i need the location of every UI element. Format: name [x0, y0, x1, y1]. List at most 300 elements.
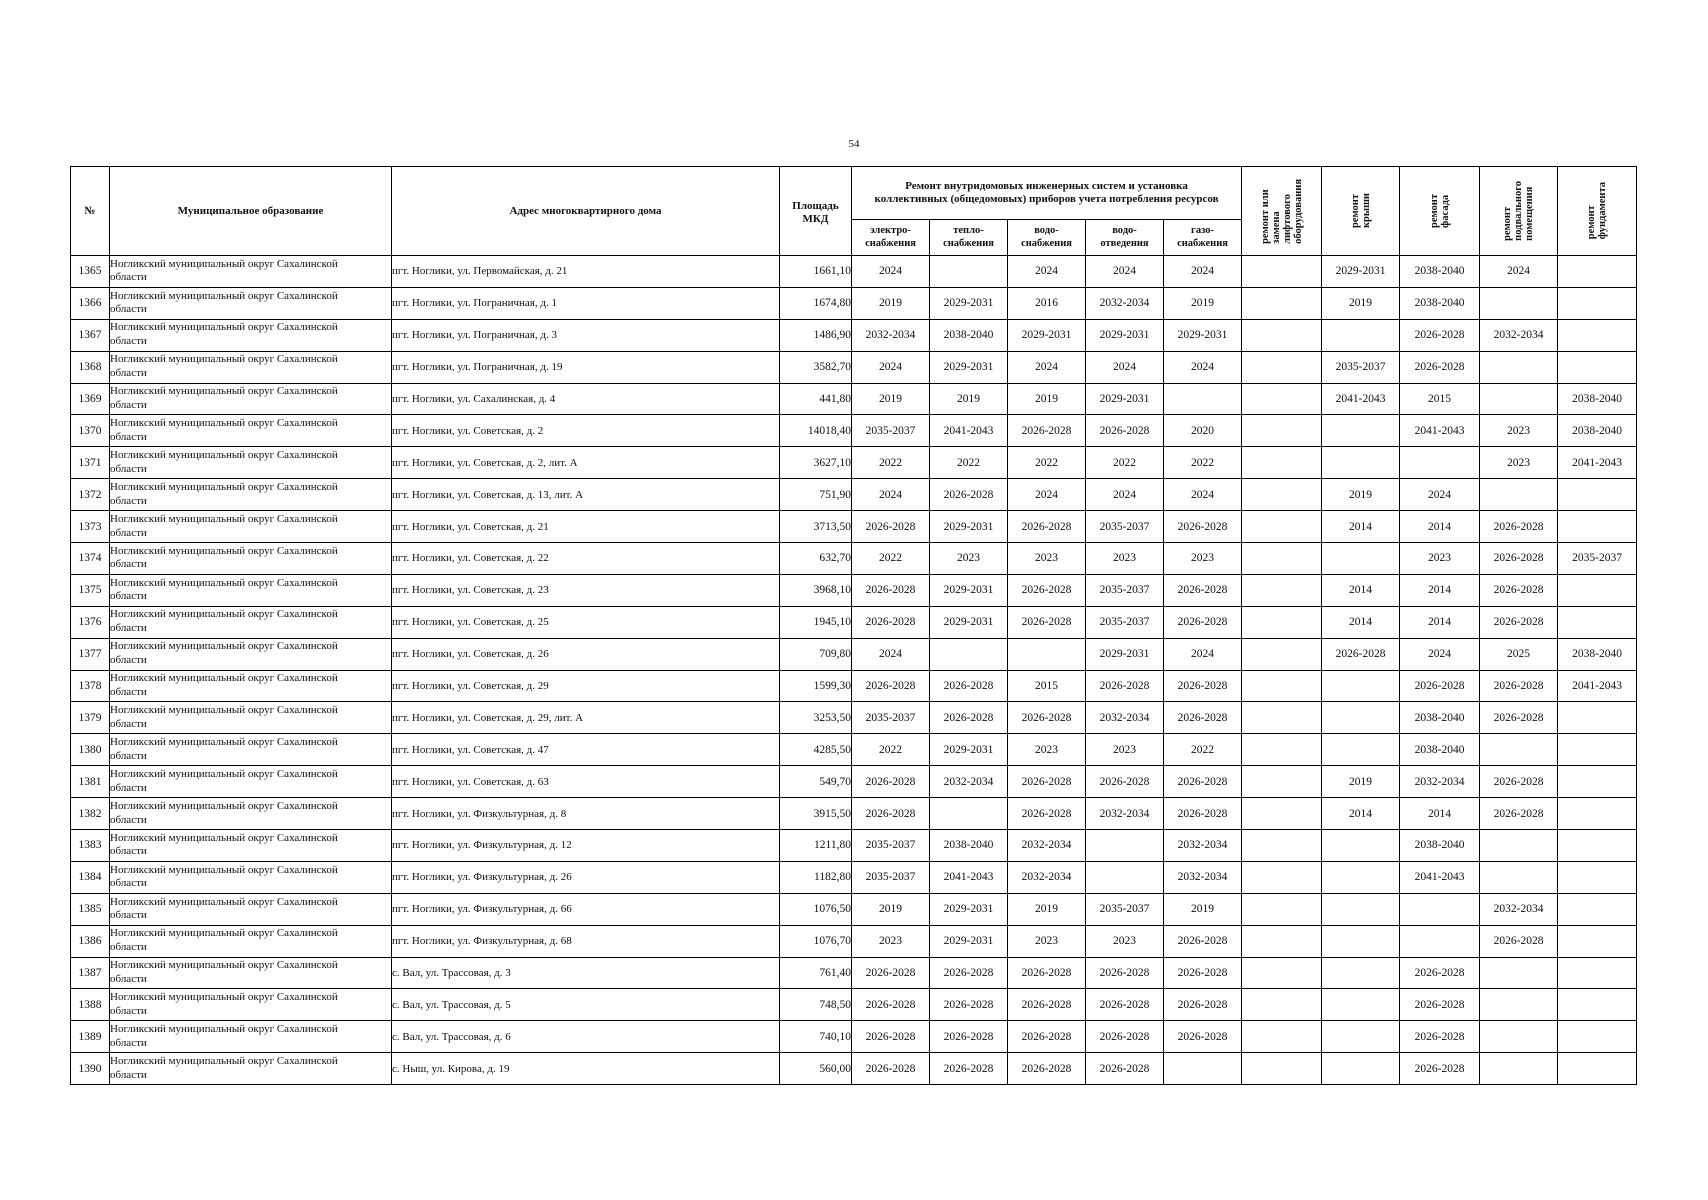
row-water: 2026-2028 — [1008, 702, 1086, 734]
row-foundation — [1558, 479, 1637, 511]
row-foundation — [1558, 1021, 1637, 1053]
row-basement: 2026-2028 — [1480, 766, 1558, 798]
row-number: 1368 — [71, 351, 110, 383]
table-row — [71, 383, 1637, 415]
row-facade: 2026-2028 — [1400, 319, 1480, 351]
row-foundation — [1558, 606, 1637, 638]
row-electro: 2023 — [852, 925, 930, 957]
row-heat — [930, 798, 1008, 830]
row-municipality: Ногликский муниципальный округ Сахалинской области — [110, 1021, 392, 1053]
row-roof — [1322, 702, 1400, 734]
row-drain — [1086, 830, 1164, 862]
row-water: 2026-2028 — [1008, 574, 1086, 606]
row-facade: 2026-2028 — [1400, 957, 1480, 989]
row-foundation — [1558, 1053, 1637, 1085]
row-area: 1599,30 — [780, 670, 852, 702]
row-area: 549,70 — [780, 766, 852, 798]
row-area: 1661,10 — [780, 256, 852, 288]
row-foundation: 2035-2037 — [1558, 543, 1637, 575]
row-basement — [1480, 479, 1558, 511]
header-facade — [1400, 167, 1480, 256]
row-municipality: Ногликский муниципальный округ Сахалинской области — [110, 989, 392, 1021]
row-gas: 2026-2028 — [1164, 702, 1242, 734]
row-facade: 2023 — [1400, 543, 1480, 575]
row-water: 2015 — [1008, 670, 1086, 702]
row-foundation — [1558, 925, 1637, 957]
row-basement: 2026-2028 — [1480, 702, 1558, 734]
row-gas: 2026-2028 — [1164, 670, 1242, 702]
row-municipality: Ногликский муниципальный округ Сахалинской области — [110, 638, 392, 670]
row-roof: 2041-2043 — [1322, 383, 1400, 415]
row-water: 2024 — [1008, 351, 1086, 383]
row-foundation — [1558, 574, 1637, 606]
row-number: 1380 — [71, 734, 110, 766]
row-foundation — [1558, 511, 1637, 543]
table-row — [71, 256, 1637, 288]
table-row — [71, 830, 1637, 862]
row-drain: 2026-2028 — [1086, 1021, 1164, 1053]
row-roof — [1322, 1021, 1400, 1053]
row-water: 2024 — [1008, 256, 1086, 288]
row-address: пгт. Ноглики, ул. Физкультурная, д. 66 — [392, 893, 780, 925]
row-facade: 2038-2040 — [1400, 702, 1480, 734]
row-roof — [1322, 893, 1400, 925]
row-gas: 2024 — [1164, 256, 1242, 288]
row-foundation: 2038-2040 — [1558, 383, 1637, 415]
row-foundation — [1558, 287, 1637, 319]
row-basement — [1480, 957, 1558, 989]
row-water: 2023 — [1008, 734, 1086, 766]
row-lift — [1242, 256, 1322, 288]
row-foundation — [1558, 830, 1637, 862]
row-roof — [1322, 319, 1400, 351]
row-heat — [930, 638, 1008, 670]
row-gas: 2024 — [1164, 638, 1242, 670]
row-roof: 2014 — [1322, 511, 1400, 543]
row-number: 1387 — [71, 957, 110, 989]
row-address: пгт. Ноглики, ул. Советская, д. 2, лит. А — [392, 447, 780, 479]
row-drain: 2035-2037 — [1086, 511, 1164, 543]
table-row — [71, 287, 1637, 319]
row-facade: 2026-2028 — [1400, 670, 1480, 702]
row-municipality: Ногликский муниципальный округ Сахалинской области — [110, 1053, 392, 1085]
header-municipality: Муниципальное образование — [110, 167, 392, 256]
row-lift — [1242, 861, 1322, 893]
row-address: пгт. Ноглики, ул. Советская, д. 13, лит. А — [392, 479, 780, 511]
row-drain: 2026-2028 — [1086, 989, 1164, 1021]
row-heat: 2038-2040 — [930, 830, 1008, 862]
row-electro: 2024 — [852, 351, 930, 383]
row-drain: 2024 — [1086, 256, 1164, 288]
row-number: 1379 — [71, 702, 110, 734]
row-electro: 2024 — [852, 256, 930, 288]
row-lift — [1242, 702, 1322, 734]
row-gas: 2026-2028 — [1164, 1021, 1242, 1053]
row-number: 1384 — [71, 861, 110, 893]
row-number: 1367 — [71, 319, 110, 351]
row-area: 560,00 — [780, 1053, 852, 1085]
row-roof — [1322, 957, 1400, 989]
table-row — [71, 670, 1637, 702]
row-heat: 2026-2028 — [930, 1053, 1008, 1085]
row-address: пгт. Ноглики, ул. Советская, д. 47 — [392, 734, 780, 766]
table-row — [71, 511, 1637, 543]
row-number: 1388 — [71, 989, 110, 1021]
row-heat: 2038-2040 — [930, 319, 1008, 351]
row-basement: 2032-2034 — [1480, 893, 1558, 925]
row-lift — [1242, 798, 1322, 830]
row-water: 2032-2034 — [1008, 861, 1086, 893]
header-lift-label: ремонт или замена лифтового оборудования — [1259, 178, 1304, 244]
row-municipality: Ногликский муниципальный округ Сахалинской области — [110, 511, 392, 543]
row-drain — [1086, 861, 1164, 893]
row-lift — [1242, 957, 1322, 989]
row-electro: 2026-2028 — [852, 1021, 930, 1053]
table-row — [71, 893, 1637, 925]
row-heat: 2023 — [930, 543, 1008, 575]
row-facade: 2038-2040 — [1400, 830, 1480, 862]
row-electro: 2026-2028 — [852, 766, 930, 798]
header-no: № — [71, 167, 110, 256]
row-electro: 2026-2028 — [852, 989, 930, 1021]
header-gas: газо- снабжения — [1164, 220, 1242, 256]
repair-schedule-table — [70, 166, 1637, 1085]
row-gas — [1164, 383, 1242, 415]
row-area: 3582,70 — [780, 351, 852, 383]
row-electro: 2022 — [852, 447, 930, 479]
row-facade: 2015 — [1400, 383, 1480, 415]
table-row — [71, 734, 1637, 766]
row-electro: 2026-2028 — [852, 670, 930, 702]
row-basement — [1480, 287, 1558, 319]
row-drain: 2029-2031 — [1086, 319, 1164, 351]
row-drain: 2026-2028 — [1086, 1053, 1164, 1085]
row-area: 1945,10 — [780, 606, 852, 638]
row-gas: 2026-2028 — [1164, 511, 1242, 543]
row-heat: 2026-2028 — [930, 989, 1008, 1021]
row-number: 1376 — [71, 606, 110, 638]
row-water: 2016 — [1008, 287, 1086, 319]
row-lift — [1242, 638, 1322, 670]
row-number: 1371 — [71, 447, 110, 479]
row-lift — [1242, 319, 1322, 351]
row-heat: 2029-2031 — [930, 734, 1008, 766]
table-row — [71, 1053, 1637, 1085]
row-water: 2019 — [1008, 893, 1086, 925]
row-roof — [1322, 830, 1400, 862]
row-basement — [1480, 861, 1558, 893]
row-area: 4285,50 — [780, 734, 852, 766]
row-lift — [1242, 383, 1322, 415]
row-electro: 2022 — [852, 734, 930, 766]
row-number: 1381 — [71, 766, 110, 798]
row-address: с. Вал, ул. Трассовая, д. 3 — [392, 957, 780, 989]
row-foundation — [1558, 734, 1637, 766]
row-drain: 2026-2028 — [1086, 415, 1164, 447]
row-drain: 2023 — [1086, 925, 1164, 957]
row-electro: 2026-2028 — [852, 574, 930, 606]
row-address: пгт. Ноглики, ул. Советская, д. 63 — [392, 766, 780, 798]
row-number: 1370 — [71, 415, 110, 447]
row-electro: 2019 — [852, 287, 930, 319]
row-address: пгт. Ноглики, ул. Физкультурная, д. 8 — [392, 798, 780, 830]
row-roof — [1322, 670, 1400, 702]
row-electro: 2035-2037 — [852, 861, 930, 893]
table-row — [71, 606, 1637, 638]
row-number: 1378 — [71, 670, 110, 702]
row-lift — [1242, 734, 1322, 766]
row-roof: 2029-2031 — [1322, 256, 1400, 288]
row-facade: 2014 — [1400, 574, 1480, 606]
row-municipality: Ногликский муниципальный округ Сахалинской области — [110, 415, 392, 447]
row-area: 3627,10 — [780, 447, 852, 479]
row-lift — [1242, 415, 1322, 447]
row-lift — [1242, 1021, 1322, 1053]
table-row — [71, 702, 1637, 734]
row-gas: 2026-2028 — [1164, 989, 1242, 1021]
row-municipality: Ногликский муниципальный округ Сахалинской области — [110, 766, 392, 798]
row-address: пгт. Ноглики, ул. Советская, д. 21 — [392, 511, 780, 543]
row-address: пгт. Ноглики, ул. Советская, д. 23 — [392, 574, 780, 606]
row-foundation — [1558, 256, 1637, 288]
row-area: 3968,10 — [780, 574, 852, 606]
row-lift — [1242, 351, 1322, 383]
row-number: 1375 — [71, 574, 110, 606]
row-electro: 2024 — [852, 638, 930, 670]
row-facade: 2024 — [1400, 479, 1480, 511]
row-address: пгт. Ноглики, ул. Физкультурная, д. 26 — [392, 861, 780, 893]
row-drain: 2035-2037 — [1086, 606, 1164, 638]
row-foundation — [1558, 351, 1637, 383]
row-municipality: Ногликский муниципальный округ Сахалинской области — [110, 861, 392, 893]
row-foundation — [1558, 702, 1637, 734]
row-basement: 2026-2028 — [1480, 574, 1558, 606]
row-address: пгт. Ноглики, ул. Пограничная, д. 3 — [392, 319, 780, 351]
row-gas — [1164, 1053, 1242, 1085]
header-systems-group: Ремонт внутридомовых инженерных систем и установка коллективных (общедомовых) приборов учета потребления ресурсов — [852, 167, 1242, 220]
row-water: 2023 — [1008, 925, 1086, 957]
row-water: 2023 — [1008, 543, 1086, 575]
row-municipality: Ногликский муниципальный округ Сахалинской области — [110, 287, 392, 319]
row-foundation — [1558, 957, 1637, 989]
row-foundation — [1558, 319, 1637, 351]
row-roof — [1322, 734, 1400, 766]
row-address: пгт. Ноглики, ул. Советская, д. 29, лит. А — [392, 702, 780, 734]
row-area: 748,50 — [780, 989, 852, 1021]
row-drain: 2035-2037 — [1086, 574, 1164, 606]
row-drain: 2035-2037 — [1086, 893, 1164, 925]
row-gas: 2026-2028 — [1164, 957, 1242, 989]
row-basement — [1480, 989, 1558, 1021]
row-heat: 2026-2028 — [930, 702, 1008, 734]
row-municipality: Ногликский муниципальный округ Сахалинской области — [110, 606, 392, 638]
row-drain: 2023 — [1086, 543, 1164, 575]
row-water: 2026-2028 — [1008, 798, 1086, 830]
row-facade: 2038-2040 — [1400, 287, 1480, 319]
row-roof: 2019 — [1322, 287, 1400, 319]
row-gas: 2024 — [1164, 479, 1242, 511]
row-drain: 2032-2034 — [1086, 287, 1164, 319]
table-row — [71, 798, 1637, 830]
row-facade: 2038-2040 — [1400, 734, 1480, 766]
row-gas: 2026-2028 — [1164, 925, 1242, 957]
row-basement: 2032-2034 — [1480, 319, 1558, 351]
row-water: 2026-2028 — [1008, 1021, 1086, 1053]
row-lift — [1242, 511, 1322, 543]
row-municipality: Ногликский муниципальный округ Сахалинской области — [110, 256, 392, 288]
row-municipality: Ногликский муниципальный округ Сахалинской области — [110, 893, 392, 925]
row-basement — [1480, 383, 1558, 415]
row-gas: 2022 — [1164, 447, 1242, 479]
row-electro: 2024 — [852, 479, 930, 511]
table-row — [71, 479, 1637, 511]
row-electro: 2026-2028 — [852, 798, 930, 830]
row-lift — [1242, 1053, 1322, 1085]
header-roof — [1322, 167, 1400, 256]
row-drain: 2029-2031 — [1086, 638, 1164, 670]
row-basement: 2023 — [1480, 415, 1558, 447]
header-basement — [1480, 167, 1558, 256]
row-foundation — [1558, 798, 1637, 830]
header-facade-label: ремонт фасада — [1428, 194, 1451, 228]
row-heat: 2026-2028 — [930, 670, 1008, 702]
row-heat: 2029-2031 — [930, 287, 1008, 319]
row-electro: 2019 — [852, 383, 930, 415]
row-gas: 2023 — [1164, 543, 1242, 575]
row-gas: 2022 — [1164, 734, 1242, 766]
row-heat: 2026-2028 — [930, 957, 1008, 989]
row-facade: 2024 — [1400, 638, 1480, 670]
row-number: 1372 — [71, 479, 110, 511]
row-drain: 2024 — [1086, 479, 1164, 511]
row-address: пгт. Ноглики, ул. Советская, д. 22 — [392, 543, 780, 575]
row-gas: 2020 — [1164, 415, 1242, 447]
row-foundation: 2041-2043 — [1558, 447, 1637, 479]
row-facade: 2026-2028 — [1400, 351, 1480, 383]
row-address: пгт. Ноглики, ул. Советская, д. 2 — [392, 415, 780, 447]
row-lift — [1242, 670, 1322, 702]
row-lift — [1242, 830, 1322, 862]
row-lift — [1242, 766, 1322, 798]
row-facade: 2032-2034 — [1400, 766, 1480, 798]
row-electro: 2026-2028 — [852, 957, 930, 989]
row-water: 2026-2028 — [1008, 511, 1086, 543]
table-row — [71, 638, 1637, 670]
header-drain: водо- отведения — [1086, 220, 1164, 256]
row-heat: 2026-2028 — [930, 1021, 1008, 1053]
table-row — [71, 766, 1637, 798]
row-lift — [1242, 287, 1322, 319]
row-area: 1076,50 — [780, 893, 852, 925]
row-foundation — [1558, 893, 1637, 925]
row-number: 1382 — [71, 798, 110, 830]
table-row — [71, 415, 1637, 447]
row-basement — [1480, 1053, 1558, 1085]
table-row — [71, 957, 1637, 989]
row-address: пгт. Ноглики, ул. Физкультурная, д. 12 — [392, 830, 780, 862]
row-area: 751,90 — [780, 479, 852, 511]
row-foundation: 2038-2040 — [1558, 638, 1637, 670]
table-row — [71, 925, 1637, 957]
row-area: 1182,80 — [780, 861, 852, 893]
row-roof — [1322, 447, 1400, 479]
row-heat: 2029-2031 — [930, 606, 1008, 638]
row-foundation — [1558, 766, 1637, 798]
row-water: 2019 — [1008, 383, 1086, 415]
row-roof — [1322, 925, 1400, 957]
header-row-top — [71, 167, 1637, 220]
row-area: 632,70 — [780, 543, 852, 575]
page-number: 54 — [848, 138, 860, 150]
row-facade: 2041-2043 — [1400, 861, 1480, 893]
row-number: 1373 — [71, 511, 110, 543]
row-electro: 2022 — [852, 543, 930, 575]
row-area: 441,80 — [780, 383, 852, 415]
row-facade: 2038-2040 — [1400, 256, 1480, 288]
row-lift — [1242, 543, 1322, 575]
row-electro: 2026-2028 — [852, 606, 930, 638]
row-foundation — [1558, 861, 1637, 893]
row-water — [1008, 638, 1086, 670]
row-drain: 2024 — [1086, 351, 1164, 383]
row-drain: 2026-2028 — [1086, 670, 1164, 702]
row-gas: 2019 — [1164, 893, 1242, 925]
row-electro: 2035-2037 — [852, 830, 930, 862]
table-body — [71, 256, 1637, 1085]
row-lift — [1242, 447, 1322, 479]
row-area: 3915,50 — [780, 798, 852, 830]
row-roof: 2026-2028 — [1322, 638, 1400, 670]
row-basement: 2026-2028 — [1480, 543, 1558, 575]
row-municipality: Ногликский муниципальный округ Сахалинской области — [110, 319, 392, 351]
row-heat: 2032-2034 — [930, 766, 1008, 798]
row-lift — [1242, 606, 1322, 638]
table-row — [71, 574, 1637, 606]
row-drain: 2032-2034 — [1086, 702, 1164, 734]
row-number: 1383 — [71, 830, 110, 862]
row-area: 1211,80 — [780, 830, 852, 862]
header-lift — [1242, 167, 1322, 256]
row-address: с. Вал, ул. Трассовая, д. 6 — [392, 1021, 780, 1053]
row-roof: 2019 — [1322, 766, 1400, 798]
header-basement-label: ремонт подвального помещения — [1502, 181, 1536, 241]
row-heat: 2029-2031 — [930, 925, 1008, 957]
row-lift — [1242, 479, 1322, 511]
row-gas: 2024 — [1164, 351, 1242, 383]
row-facade — [1400, 925, 1480, 957]
header-roof-label: ремонт крыши — [1349, 193, 1372, 229]
row-roof: 2035-2037 — [1322, 351, 1400, 383]
row-basement: 2025 — [1480, 638, 1558, 670]
row-number: 1369 — [71, 383, 110, 415]
row-municipality: Ногликский муниципальный округ Сахалинской области — [110, 479, 392, 511]
table-row — [71, 447, 1637, 479]
row-number: 1366 — [71, 287, 110, 319]
row-area: 761,40 — [780, 957, 852, 989]
row-foundation — [1558, 989, 1637, 1021]
row-water: 2032-2034 — [1008, 830, 1086, 862]
row-address: пгт. Ноглики, ул. Первомайская, д. 21 — [392, 256, 780, 288]
row-address: с. Ныш, ул. Кирова, д. 19 — [392, 1053, 780, 1085]
header-foundation — [1558, 167, 1637, 256]
row-basement: 2026-2028 — [1480, 925, 1558, 957]
row-roof — [1322, 1053, 1400, 1085]
row-heat — [930, 256, 1008, 288]
row-number: 1374 — [71, 543, 110, 575]
row-basement: 2026-2028 — [1480, 606, 1558, 638]
row-municipality: Ногликский муниципальный округ Сахалинской области — [110, 702, 392, 734]
row-drain: 2032-2034 — [1086, 798, 1164, 830]
